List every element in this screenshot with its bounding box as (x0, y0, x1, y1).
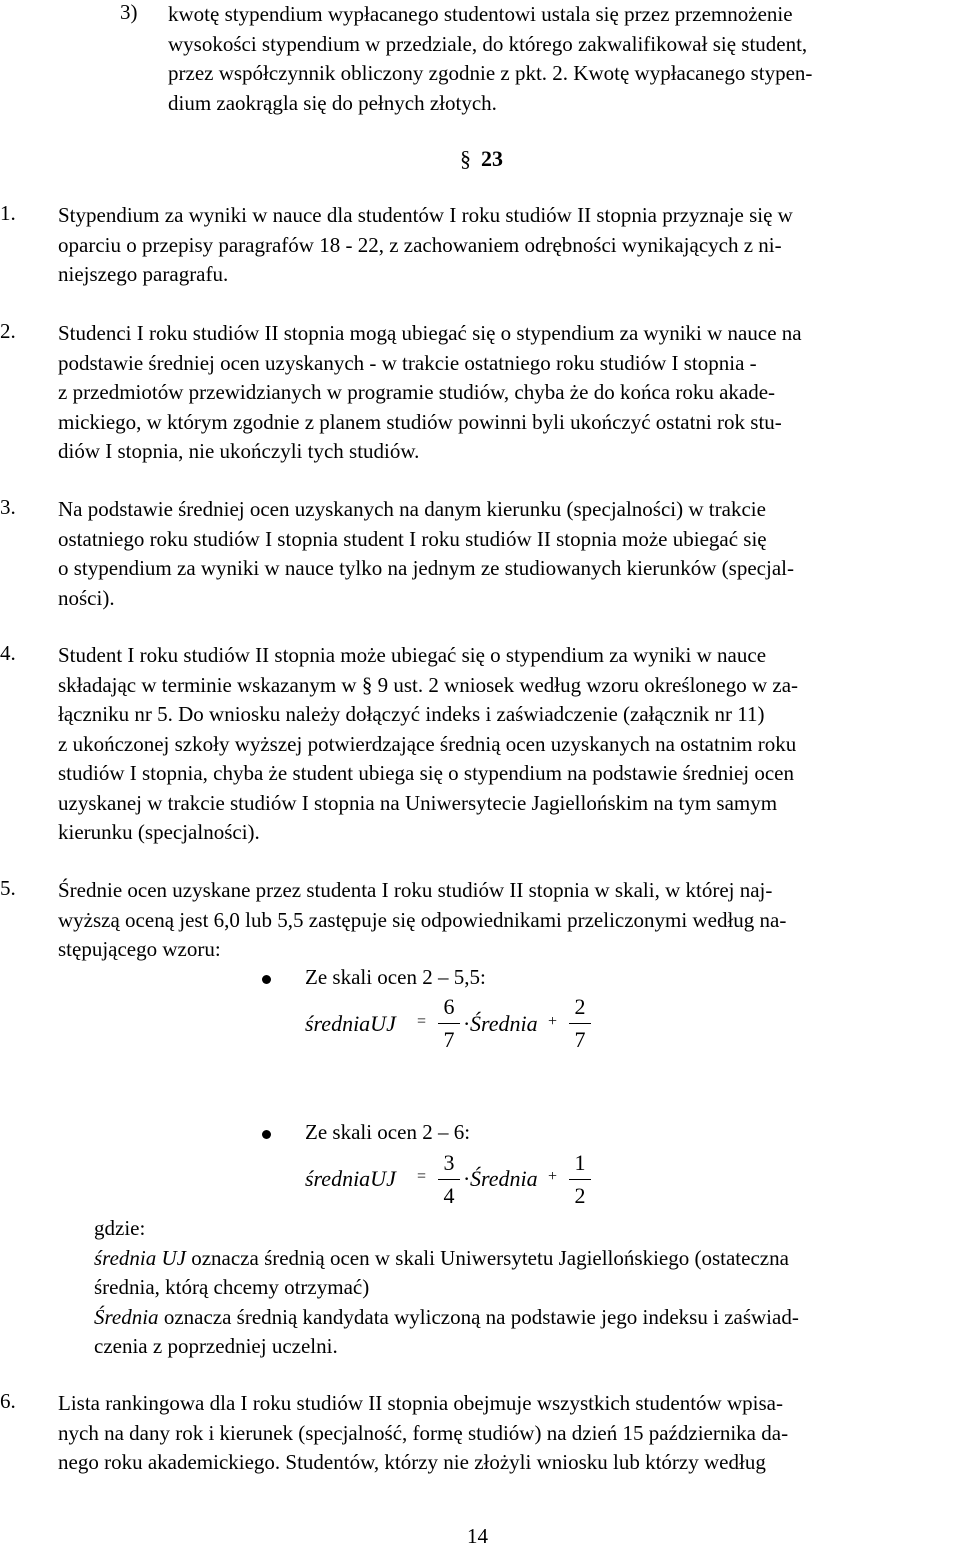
item-text (58, 876, 958, 965)
formula-fraction (569, 1151, 591, 1208)
definition-term: średnia UJ (94, 1245, 186, 1270)
formula-equals: = (417, 1168, 427, 1185)
text-line: z przedmiotów przewidzianych w programie studiów, chyba że do końca roku akade- (58, 380, 776, 404)
definition-1-cont: średnia, którą chcemy otrzymać) (94, 1275, 370, 1299)
fraction-denominator: 4 (443, 1183, 455, 1208)
formula-equals: = (417, 1013, 427, 1030)
text-line: studiów I stopnia, chyba że student ubiega się o stypendium na podstawie średniej ocen (58, 761, 794, 785)
formula-dot: · (463, 1166, 471, 1191)
fraction-denominator: 7 (574, 1027, 586, 1052)
item-number: 4. (0, 641, 16, 665)
text-line: oparciu o przepisy paragrafów 18 - 22, z zachowaniem odrębności wynikających z ni- (58, 232, 782, 257)
fraction-numerator: 1 (574, 1150, 586, 1175)
fraction-denominator: 7 (443, 1027, 455, 1052)
fraction-bar (569, 1023, 591, 1024)
definition-text: oznacza średnią kandydata wyliczoną na podstawie jego indeksu i zaświad- (158, 1304, 799, 1329)
text-line: składając w terminie wskazanym w § 9 ust. 2 wniosek według wzoru określonego w za- (58, 672, 799, 697)
text-line: Student I roku studiów II stopnia może ubiegać się o stypendium za wyniki w nauce (58, 643, 767, 667)
item-text (58, 1389, 958, 1478)
formula-dot: · (463, 1011, 471, 1036)
item-number: 3. (0, 495, 16, 519)
text-line: Średnie ocen uzyskane przez studenta I roku studiów II stopnia w skali, w której naj- (58, 878, 773, 902)
text-line: Lista rankingowa dla I roku studiów II stopnia obejmuje wszystkich studentów wpisa- (58, 1391, 783, 1415)
section-symbol: § (460, 146, 471, 171)
item-text (168, 0, 960, 118)
text-line: z ukończonej szkoły wyższej potwierdzające średnią ocen uzyskanych na ostatnim roku (58, 731, 797, 756)
definition-2 (94, 1303, 960, 1333)
formula-1 (305, 995, 705, 1065)
text-line: przez współczynnik obliczony zgodnie z pkt. 2. Kwotę wypłacanego stypen- (168, 61, 813, 85)
text-line: Na podstawie średniej ocen uzyskanych na danym kierunku (specjalności) w trakcie (58, 497, 766, 521)
section-heading (460, 146, 503, 172)
text-line: łączniku nr 5. Do wniosku należy dołączyć indeks i zaświadczenie (załącznik nr 11) (58, 702, 765, 726)
text-line: nych na dany rok i kierunek (specjalność, formę studiów) na dzień 15 października da- (58, 1420, 789, 1445)
formula-2 (305, 1151, 705, 1221)
formula-plus: + (548, 1013, 558, 1030)
definition-term: Średnia (94, 1304, 159, 1329)
bullet-icon (262, 1130, 271, 1139)
text-line: mickiego, w którym zgodnie z planem studiów powinni byli ukończyć ostatni rok stu- (58, 409, 782, 434)
text-line: diów I stopnia, nie ukończyli tych studiów. (58, 439, 420, 463)
formula-fraction (569, 995, 591, 1052)
item-text (58, 201, 958, 290)
item-number: 6. (0, 1389, 16, 1413)
item-text (58, 495, 958, 613)
text-line: nego roku akademickiego. Studentów, którzy nie złożyli wniosku lub którzy według (58, 1450, 766, 1474)
text-line: Stypendium za wyniki w nauce dla studentów I roku studiów II stopnia przyznaje się w (58, 203, 793, 227)
formula-label: Ze skali ocen 2 – 6: (305, 1120, 471, 1144)
formula-label: Ze skali ocen 2 – 5,5: (305, 965, 486, 989)
text-line: ności). (58, 585, 115, 610)
item-text (58, 641, 958, 848)
fraction-bar (438, 1179, 460, 1180)
text-line: dium zaokrągla się do pełnych złotych. (168, 90, 497, 115)
text-line: o stypendium za wyniki w nauce tylko na jednym ze studiowanych kierunków (specjal- (58, 556, 794, 580)
text-line: niejszego paragrafu. (58, 262, 229, 286)
formula-plus: + (548, 1168, 558, 1185)
text-line: uzyskanej w trakcie studiów I stopnia na Uniwersytecie Jagiellońskim na tym samym (58, 790, 778, 815)
formula-variable: Średnia (470, 1011, 538, 1036)
definition-2-cont: czenia z poprzedniej uczelni. (94, 1334, 338, 1358)
formula-fraction (438, 1151, 460, 1208)
fraction-numerator: 6 (443, 994, 455, 1019)
text-line: kwotę stypendium wypłacanego studentowi ustala się przez przemnożenie (168, 2, 793, 26)
fraction-denominator: 2 (574, 1183, 586, 1208)
formula-variable: Średnia (470, 1166, 538, 1191)
definitions-label: gdzie: (94, 1216, 146, 1240)
item-number: 3) (120, 0, 138, 24)
item-text (58, 319, 958, 467)
definition-1 (94, 1244, 960, 1274)
section-number: 23 (481, 146, 503, 171)
text-line: podstawie średniej ocen uzyskanych - w trakcie ostatniego roku studiów I stopnia - (58, 350, 757, 375)
item-number: 2. (0, 319, 16, 343)
text-line: stępującego wzoru: (58, 937, 221, 961)
text-line: wyższą oceną jest 6,0 lub 5,5 zastępuje się odpowiednikami przeliczonymi według na- (58, 907, 787, 932)
fraction-bar (569, 1179, 591, 1180)
text-line: ostatniego roku studiów I stopnia student I roku studiów II stopnia może ubiegać się (58, 526, 767, 551)
fraction-numerator: 3 (443, 1150, 455, 1175)
text-line: Studenci I roku studiów II stopnia mogą ubiegać się o stypendium za wyniki w nauce na (58, 321, 802, 345)
formula-fraction (438, 995, 460, 1052)
formula-lhs: średniaUJ (305, 1011, 396, 1036)
fraction-bar (438, 1023, 460, 1024)
fraction-numerator: 2 (574, 994, 586, 1019)
page-number: 14 (467, 1524, 488, 1548)
bullet-icon (262, 975, 271, 984)
text-line: kierunku (specjalności). (58, 820, 260, 844)
formula-lhs: średniaUJ (305, 1166, 396, 1191)
item-number: 1. (0, 201, 16, 225)
text-line: wysokości stypendium w przedziale, do którego zakwalifikował się student, (168, 31, 808, 56)
definition-text: oznacza średnią ocen w skali Uniwersytetu Jagiellońskiego (ostateczna (185, 1245, 789, 1270)
item-number: 5. (0, 876, 16, 900)
definitions-block (94, 1214, 960, 1362)
